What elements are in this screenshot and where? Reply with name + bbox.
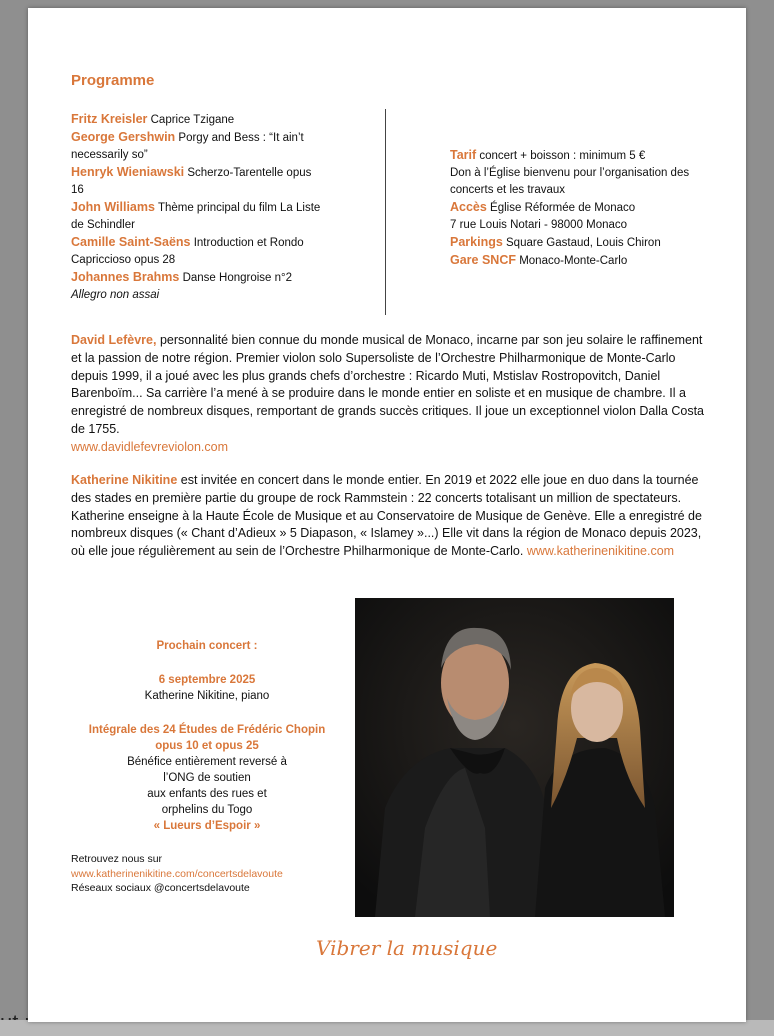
benefit-line: orphelins du Togo (161, 804, 253, 816)
next-concert-date: 6 septembre 2025 (158, 674, 256, 686)
bio-name: Katherine Nikitine (71, 473, 178, 487)
parkings-label: Parkings (450, 235, 503, 249)
gare-text: Monaco-Monte-Carlo (519, 255, 628, 267)
social-handle: Réseaux sociaux @concertsdelavoute (71, 882, 250, 894)
composer-name: Henryk Wieniawski (71, 165, 185, 179)
benefit-line: l’ONG de soutien (163, 772, 251, 784)
bio-katherine-nikitine (71, 472, 711, 561)
motto: Vibrer la musique (316, 936, 498, 960)
bio-david-lefevre (71, 332, 711, 457)
tarif-text: concert + boisson : minimum 5 € (479, 150, 646, 162)
benefit-line: aux enfants des rues et (147, 788, 267, 800)
acces-address: 7 rue Louis Notari - 98000 Monaco (450, 219, 628, 231)
contact-block (71, 852, 361, 896)
bio-name: David Lefèvre, (71, 333, 157, 347)
acces-text: Église Réformée de Monaco (490, 202, 636, 214)
website-link[interactable]: www.katherinenikitine.com (526, 544, 675, 559)
column-divider (385, 109, 386, 315)
composer-name: Camille Saint-Saëns (71, 235, 191, 249)
work-title: Introduction et Rondo Capriccioso opus 28 (71, 237, 304, 266)
next-concert-performer: Katherine Nikitine, piano (144, 690, 270, 702)
background-document (0, 1020, 774, 1036)
gare-label: Gare SNCF (450, 253, 516, 267)
ngo-name: « Lueurs d’Espoir » (153, 820, 261, 832)
composer-name: John Williams (71, 200, 155, 214)
programme-item (71, 111, 326, 129)
work-title: Caprice Tzigane (150, 114, 235, 126)
work-title: Porgy and Bess : “It ain’t necessarily so” (71, 132, 304, 161)
programme-list (71, 111, 326, 304)
next-concert-program: Intégrale des 24 Études de Frédéric Chopin (88, 724, 326, 736)
programme-item (71, 269, 326, 287)
contact-website-link[interactable]: www.katherinenikitine.com/concertsdelavoute (71, 867, 283, 880)
composer-name: George Gershwin (71, 130, 176, 144)
bio-text: est invitée en concert dans le monde entier. En 2019 et 2022 elle joue en duo dans la tournée des stades en première partie du groupe de rock Rammstein : 22 concerts totalisant un million de spectateurs. Katherine enseigne à la Haute École de Musique et au Conservatoire de Musique de Genève. Elle a enregistré de nombreux disques (« Chant d’Adieux » 5 Diapason, « Islamey »...) Elle vit dans la région de Monaco depuis 2023, où elle joue régulièrement au sein de l’Orchestre Philharmonique de Monte-Carlo. (71, 473, 702, 559)
tarif-line (450, 147, 720, 165)
programme-item (71, 234, 326, 269)
programme-item (71, 164, 326, 199)
programme-item (71, 199, 326, 234)
work-title: Danse Hongroise n°2 (182, 272, 293, 284)
next-concert-program-opus: opus 10 et opus 25 (155, 740, 259, 752)
document-page (28, 8, 746, 1022)
website-link[interactable]: www.davidlefevreviolon.com (71, 439, 229, 454)
tarif-note: Don à l’Église bienvenu pour l’organisation des concerts et les travaux (450, 167, 690, 196)
benefit-line: Bénéfice entièrement reversé à (127, 756, 287, 768)
musicians-photo (355, 598, 674, 917)
composer-name: Johannes Brahms (71, 270, 180, 284)
next-concert-title: Prochain concert : (156, 640, 258, 652)
practical-info (450, 147, 720, 270)
tempo-marking: Allegro non assai (71, 289, 160, 301)
programme-item (71, 129, 326, 164)
next-concert (71, 638, 343, 834)
musicians-portrait-image (355, 598, 674, 917)
work-title: Scherzo-Tarentelle opus 16 (71, 167, 312, 196)
acces-line (450, 199, 720, 217)
contact-intro: Retrouvez nous sur (71, 853, 163, 865)
parkings-line (450, 234, 720, 252)
tarif-label: Tarif (450, 148, 477, 162)
work-title: Thème principal du film La Liste de Schindler (71, 202, 321, 231)
bio-text: personnalité bien connue du monde musical de Monaco, incarne par son jeu solaire le raffinement et la passion de notre région. Premier violon solo Supersoliste de l’Orchestre Philharmonique de Monte-Carlo depuis 1999, il a joué avec les plus grands chefs d’orchestre : Ricardo Muti, Mstislav Rostropovitch, Daniel Barenboïm... Sa carrière l’a mené à se produire dans le monde entier en soliste et en musique de chambre. Il a enregistré de nombreux disques, remportant de grands succès critiques. Il joue un exceptionnel violon Dalla Costa de 1755. (71, 333, 704, 436)
composer-name: Fritz Kreisler (71, 112, 148, 126)
parkings-text: Square Gastaud, Louis Chiron (506, 237, 661, 249)
programme-heading: Programme (71, 72, 155, 89)
acces-label: Accès (450, 200, 487, 214)
gare-line (450, 252, 720, 270)
